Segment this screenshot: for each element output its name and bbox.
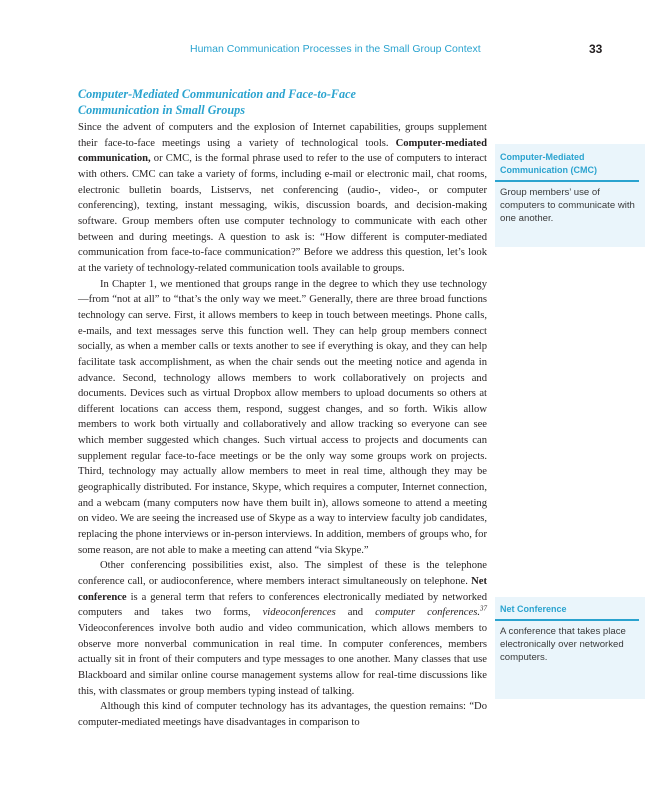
margin-note-net-conference: [495, 597, 645, 699]
paragraph-4: Although this kind of computer technology has its advantages, the question remains: “Do computer-mediated meetings have disadvantages in comparison to: [78, 701, 487, 728]
margin-note-term: [495, 603, 639, 621]
section-heading-line-1: Computer-Mediated Communication and Face-to-Face: [78, 87, 356, 101]
paragraph-1-text-b: or CMC, is the formal phrase used to refer to the use of computers to interact with others. CMC can take a variety of forms, including e-mail or electronic mail, chat rooms, electronic bulletin boards, Listservs, net conferencing (audio-, video-, or computer conferencing), texting, instant messaging, wikis, discussion boards, and decision-making software. Group members often use computer technology to communicate with each other between and during meetings. A question to ask is: “How different is computer-mediated communication from face-to-face communication?” Before we address this question, let’s look at the variety of technology-related communication tools available to groups.: [78, 153, 487, 274]
key-term-net-conference: Net conference: [78, 576, 487, 603]
italic-computer-conferences: computer conferences.: [375, 607, 480, 619]
section-heading: [78, 86, 488, 118]
paragraph-2: In Chapter 1, we mentioned that groups range in the degree to which they use technology—from “not at all” to “that’s the only way we meet.” Generally, there are three broad functions technology can serve. First, it allows members to keep in touch between meetings. Phone calls, e-mails, and text messages serve this function well. They can help group members connect socially, as when a member calls or texts another to see if everything is okay, and they can help facilitate task accomplishment, as when the chair sends out the meeting notice and agenda in advance. Second, technology allows members to work collaboratively on projects and documents. Devices such as virtual Dropbox allow members to upload documents so others at different locations can access them, respond, suggest changes, and so forth. Wikis allow members to work both virtually and collaboratively and allow tracking so everyone can see which member suggested which changes. Such virtual access to projects and documents can supplement regular face-to-face meetings or be the only way some groups work on projects. Third, technology may actually allow members to meet in real time, although they may be geographically distributed. For instance, Skype, which requires a computer, Internet connection, and a webcam (many computers now have them built in), allows someone to attend a meeting on video. We are seeing the increased use of Skype as a way to interview faculty job candidates, replacing the phone interviews or in-person interviews. In addition, members of groups who, for some reason, are not able to make a meeting can attend “via Skype.”: [78, 278, 487, 556]
paragraph-3-text-a: Other conferencing possibilities exist, also. The simplest of these is the telephone conference call, or audioconference, where members interact simultaneously on telephone.: [78, 560, 487, 588]
margin-note-term-line-1: Computer-Mediated: [500, 152, 585, 162]
section-heading-line-2: Communication in Small Groups: [78, 103, 245, 117]
paragraph-3-text-b: is a general term that refers to conferences electronically mediated by networked computers and takes two forms,: [78, 591, 487, 619]
body-text: [78, 120, 487, 731]
key-term-cmc: Computer-mediated communication,: [78, 137, 488, 165]
paragraph-3: [78, 558, 487, 699]
italic-videoconferences: videoconferences: [262, 607, 336, 619]
endnote-reference[interactable]: 37: [479, 604, 487, 613]
paragraph-3-and: and: [347, 607, 364, 619]
margin-note-term-line-1: Net Conference: [500, 604, 567, 614]
paragraph-3-text-c: Videoconferences involve both audio and video communication, which allows members to observe more nonverbal communication in real time. In computer conferences, members actually sit in front of their computers and type messages to one another. Many classes that use Blackboard and similar online course management systems allow for real-time discussions like this, with classmates or group members typing instead of talking.: [78, 623, 487, 697]
running-head: Human Communication Processes in the Small Group Context: [190, 43, 481, 55]
margin-note-term-line-2: Communication (CMC): [500, 165, 597, 175]
margin-note-cmc: [495, 144, 645, 247]
margin-note-definition: A conference that takes place electronically over networked computers.: [500, 626, 626, 663]
margin-note-definition: Group members’ use of computers to communicate with one another.: [500, 187, 635, 224]
paragraph-1-text-a: Since the advent of computers and the explosion of Internet capabilities, groups supplement their face-to-face meetings using a variety of technological tools.: [78, 122, 487, 149]
margin-note-term: [495, 151, 639, 182]
paragraph-1: [78, 120, 487, 277]
page-number: 33: [589, 42, 603, 56]
